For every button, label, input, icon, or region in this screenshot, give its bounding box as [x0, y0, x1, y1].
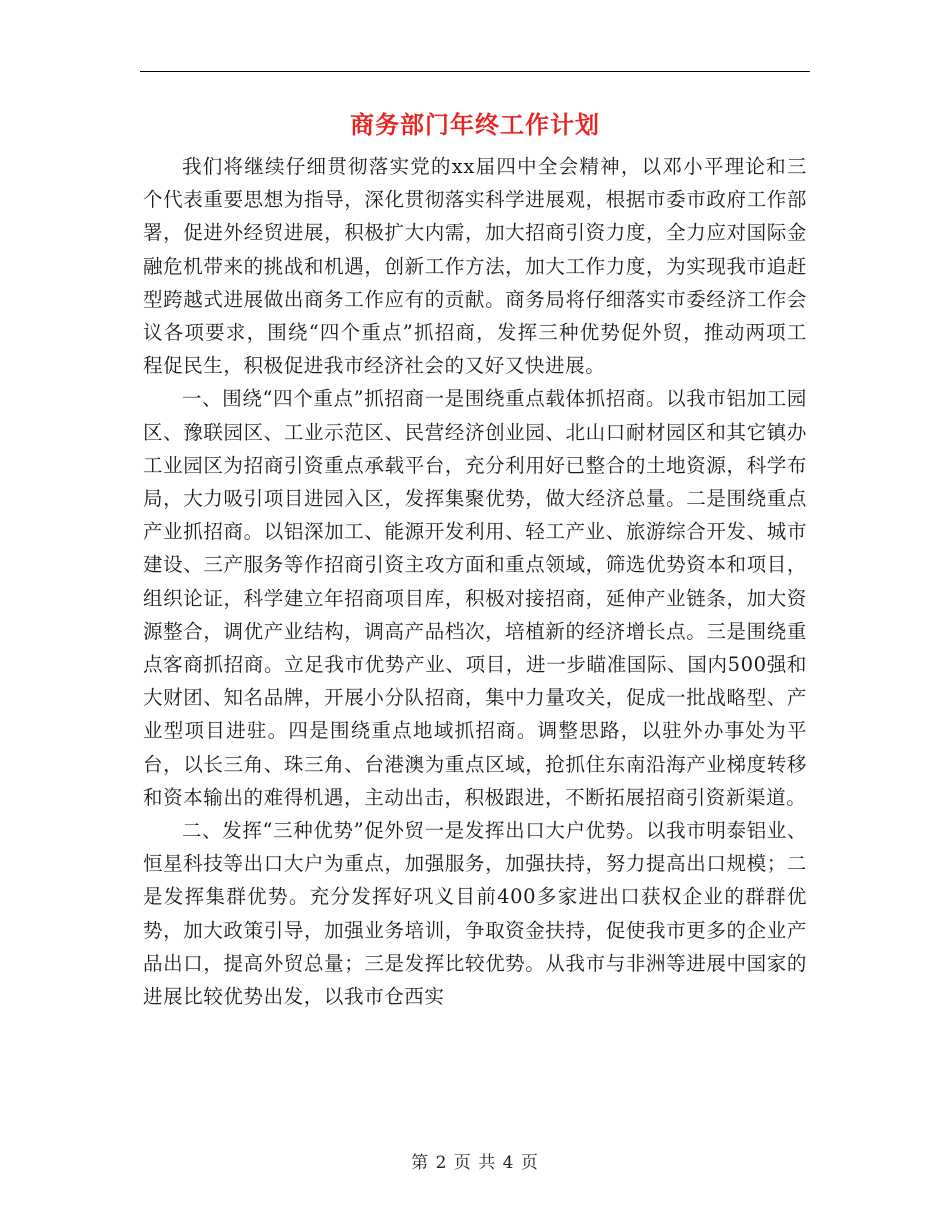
page-number-footer: 第 2 页 共 4 页	[411, 1153, 539, 1173]
paragraph-section-one: 一、围绕“四个重点”抓招商一是围绕重点载体抓招商。以我市铝加工园区、豫联园区、工业示范区、民营经济创业园、北山口耐材园区和其它镇办工业园区为招商引资重点承载平台，充分利用好已整合的土地资源，科学布局，大力吸引项目进园入区，发挥集聚优势，做大经济总量。二是围绕重点产业抓招商。以铝深加工、能源开发利用、轻工产业、旅游综合开发、城市建设、三产服务等作招商引资主攻方面和重点领域，筛选优势资本和项目，组织论证，科学建立年招商项目库，积极对接招商，延伸产业链条，加大资源整合，调优产业结构，调高产品档次，培植新的经济增长点。三是围绕重点客商抓招商。立足我市优势产业、项目，进一步瞄准国际、国内500强和大财团、知名品牌，开展小分队招商，集中力量攻关，促成一批战略型、产业型项目进驻。四是围绕重点地域抓招商。调整思路，以驻外办事处为平台，以长三角、珠三角、台港澳为重点区域，抢抓住东南沿海产业梯度转移和资本输出的难得机遇，主动出击，积极跟进，不断拓展招商引资新渠道。	[143, 387, 807, 809]
document-body	[143, 150, 807, 1013]
document-title: 商务部门年终工作计划	[350, 110, 600, 139]
paragraph-section-two: 二、发挥“三种优势”促外贸一是发挥出口大户优势。以我市明泰铝业、恒星科技等出口大户为重点，加强服务，加强扶持，努力提高出口规模；二是发挥集群优势。充分发挥好巩义目前400多家进出口获权企业的群群优势，加大政策引导，加强业务培训，争取资金扶持，促使我市更多的企业产品出口，提高外贸总量；三是发挥比较优势。从我市与非洲等进展中国家的进展比较优势出发，以我市仓西实	[143, 819, 807, 1009]
header-divider	[140, 71, 810, 72]
paragraph-intro: 我们将继续仔细贯彻落实党的xx届四中全会精神，以邓小平理论和三个代表重要思想为指导，深化贯彻落实科学进展观，根据市委市政府工作部署，促进外经贸进展，积极扩大内需，加大招商引资力度，全力应对国际金融危机带来的挑战和机遇，创新工作方法，加大工作力度，为实现我市追赶型跨越式进展做出商务工作应有的贡献。商务局将仔细落实市委经济工作会议各项要求，围绕“四个重点”抓招商，发挥三种优势促外贸，推动两项工程促民生，积极促进我市经济社会的又好又快进展。	[143, 155, 807, 378]
